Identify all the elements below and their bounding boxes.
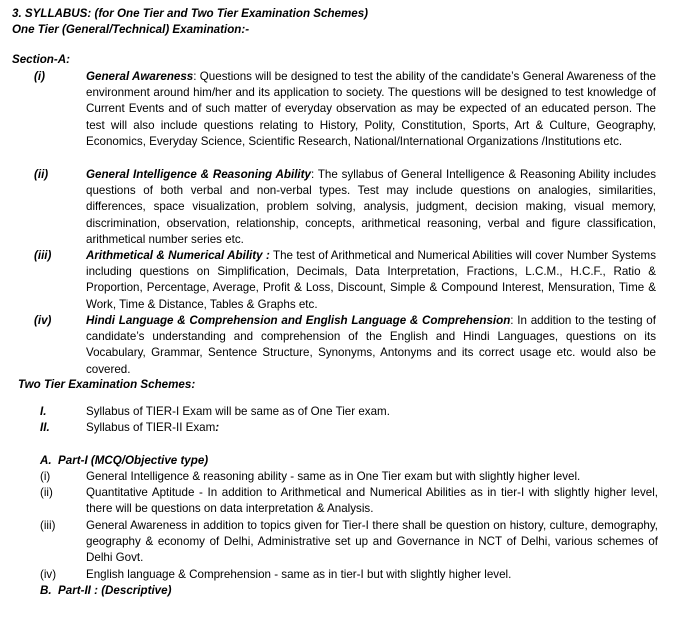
- tier-number: I.: [40, 405, 47, 418]
- item-text: The syllabus of General Intelligence & Reasoning Ability includes questions of both verbal and non-verbal types. Test may include questions on analogies, similarities, differences, space visualization, problem solving, analysis, judgment, decision making, visual memory, discrimination, observation, relationship, concepts, arithmetical reasoning, verbal and figure classification, arithmetical number series etc.: [86, 168, 656, 246]
- item-number: (i): [34, 70, 45, 83]
- part-item-text: General Awareness in addition to topics given for Tier-I there shall be question on history, culture, demography, geography & economy of Delhi, Administrative set up and Governance in NCT of Delhi, various schemes of Delhi Govt.: [86, 519, 658, 565]
- part-item-text: Quantitative Aptitude - In addition to Arithmetical and Numerical Abilities as in tier-I with slightly higher level, there will be questions on data interpretation & Analysis.: [86, 486, 658, 516]
- syllabus-title: 3. SYLLABUS: (for One Tier and Two Tier Examination Schemes): [12, 7, 369, 20]
- part-item-number: (iv): [40, 568, 57, 581]
- part-item-text: General Intelligence & reasoning ability - same as in One Tier exam but with slightly higher level.: [86, 470, 581, 483]
- part-item-number: (iii): [40, 519, 56, 532]
- part-item-number: (i): [40, 470, 51, 483]
- part-item-text: English language & Comprehension - same as in tier-I but with slightly higher level.: [86, 568, 512, 581]
- part-b-heading: B. Part-II : (Descriptive): [40, 584, 172, 597]
- part-item-number: (ii): [40, 486, 53, 499]
- item-title: General Intelligence & Reasoning Ability: [86, 168, 311, 181]
- arithmetical-ability-paragraph: [86, 248, 656, 313]
- item-title: Arithmetical & Numerical Ability :: [86, 249, 270, 262]
- general-intelligence-paragraph: General Intelligence & Reasoning Ability: The syllabus of General Intelligence & Reasoning Ability includes questions of both verbal and non-verbal types. Test may include questions on analogies, similarities, differences, space visualization, problem solving, analysis, judgment, decision making, visual memory, discrimination, observation, relationship, concepts, arithmetical reasoning, verbal and figure classification, arithmetical number series etc.: [86, 168, 656, 246]
- item-number: (iv): [34, 314, 52, 327]
- one-tier-title: One Tier (General/Technical) Examination:-: [12, 23, 250, 36]
- section-a-label: Section-A:: [12, 53, 70, 66]
- item-text: In addition to the testing of candidate’s understanding and comprehension of the English and Hindi Languages, questions on its Vocabulary, Grammar, Sentence Structure, Synonyms, Antonyms and its correct usage etc. would also be covered.: [86, 314, 656, 376]
- item-text: Questions will be designed to test the ability of the candidate’s General Awareness of the environment around him/her and its application to society. The questions will be designed to test knowledge of Current Events and of such matter of everyday observation as may be expected of an educated person. The test will also include questions relating to History, Polity, Constitution, Sports, Art & Culture, Geography, Economics, Everyday Science, Scientific Research, National/International Organizations /Institutions etc.: [86, 70, 656, 148]
- part-a-heading: A. Part-I (MCQ/Objective type): [40, 454, 209, 467]
- item-number: (iii): [34, 249, 52, 262]
- language-comprehension-paragraph: Hindi Language & Comprehension and English Language & Comprehension: In addition to the testing of candidate’s understanding and comprehension of the English and Hindi Languages, questions on its Vocabulary, Grammar, Sentence Structure, Synonyms, Antonyms and its correct usage etc. would also be covered.: [86, 314, 656, 376]
- tier-2-text: Syllabus of TIER-II Exam:: [86, 421, 220, 434]
- tier-number: II.: [40, 421, 50, 434]
- item-title: Hindi Language & Comprehension and English Language & Comprehension: [86, 314, 511, 327]
- general-awareness-paragraph: General Awareness: Questions will be designed to test the ability of the candidate’s General Awareness of the environment around him/her and its application to society. The questions will be designed to test knowledge of Current Events and of such matter of everyday observation as may be expected of an educated person. The test will also include questions relating to History, Polity, Constitution, Sports, Art & Culture, Geography, Economics, Everyday Science, Scientific Research, National/International Organizations /Institutions etc.: [86, 70, 656, 148]
- two-tier-title: Two Tier Examination Schemes:: [18, 378, 196, 391]
- tier-1-text: Syllabus of TIER-I Exam will be same as of One Tier exam.: [86, 405, 390, 418]
- item-text: The test of Arithmetical and Numerical Abilities will cover Number Systems including questions on Simplification, Decimals, Data Interpretation, Fractions, L.C.M., H.C.F., Ratio & Proportion, Percentage, Average, Profit & Loss, Discount, Simple & Compound Interest, Mensuration, Time & Work, Time & Distance, Tables & Graphs etc.: [86, 249, 656, 311]
- item-number: (ii): [34, 168, 49, 181]
- item-title: General Awareness: [86, 70, 194, 83]
